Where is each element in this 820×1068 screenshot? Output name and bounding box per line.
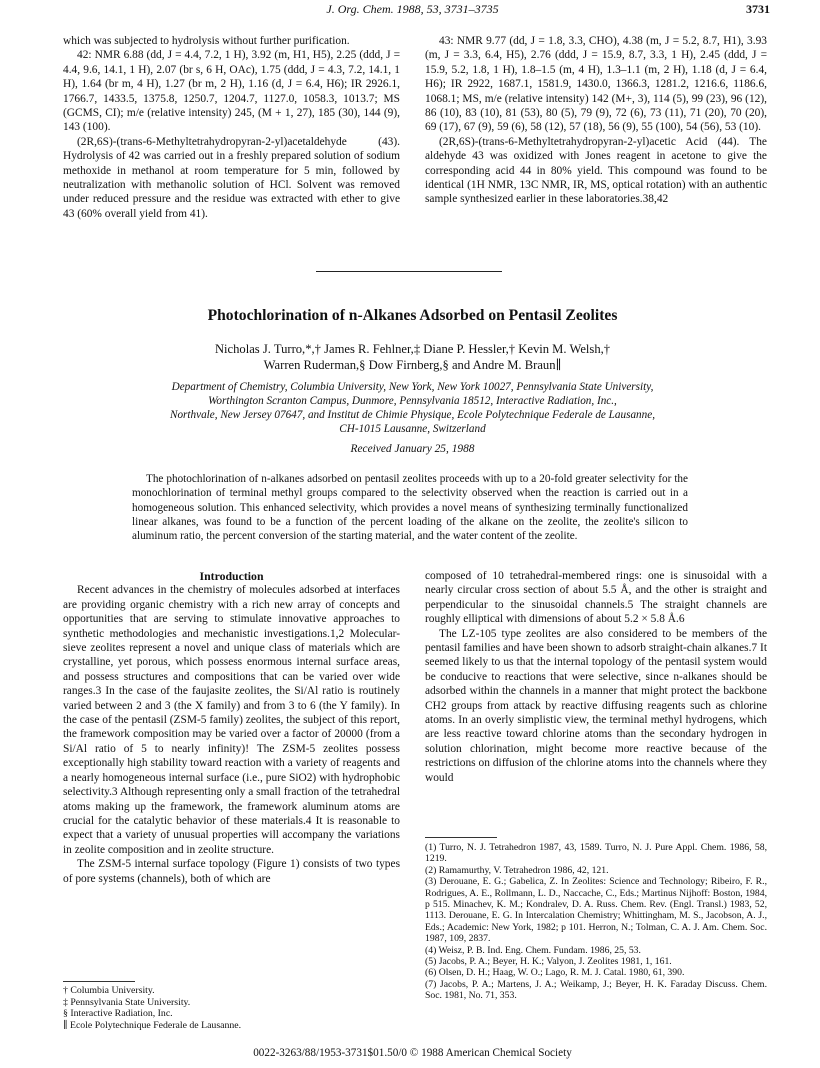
paragraph: Recent advances in the chemistry of molecules adsorbed at interfaces are providing organic chemistry with a rich new array of concepts and opportunities that are serving to stimulate innovative approaches to synthetic methodologies and mechanistic investigations.1,2 Molecular-sieve zeolites represent a novel and unique class of materials which are crystalline, yet porous, which possess enormous internal surface areas, and possess structures and compositions that can be varied over wide ranges.3 In the case of the faujasite zeolites, the Si/Al ratio is routinely varied between 2 and 3 (the X family) and from 3 to 6 (the Y family). In the case of the pentasil (ZSM-5 family) zeolites, the subject of this report, the framework composition may be varied over a factor of 20000 (from a Si/Al ratio of 5 to nearly infinity)! The ZSM-5 zeolites possess exceptionally high stability toward reaction with a variety of reagents and a nearly homogeneous internal surface (i.e., pure SiO2) with hydrophobic selectivity.3 Although representing only a small fraction of the tetrahedral atoms making up the framework, the framework aluminum atoms are crucial for the catalytic behavior of these materials.4 It is reasonable to expect that a variety of unusual properties will accompany the variations in zeolite composition and in zeolite structure. bbox=[63, 584, 400, 856]
body-right-column bbox=[425, 569, 767, 785]
paragraph: 42: NMR 6.88 (dd, J = 4.4, 7.2, 1 H), 3.92 (m, H1, H5), 2.25 (ddd, J = 4.4, 9.6, 14.1, 1 H), 2.07 (br s, 6 H, OAc), 1.75 (ddd, J = 4.3, 7.2, 14.1, 1 H), 1.64 (br m, 4 H), 1.27 (br m, 2 H), 1.16 (d, J = 6.4, H6); IR 2926.1, 1766.7, 1433.5, 1375.8, 1250.7, 1204.7, 1127.0, 1058.3, 1013.7; MS (GCMS, CI); m/e (relative intensity) 245, (M + 1, 27), 185 (30), 144 (9), 143 (100). bbox=[63, 49, 400, 134]
running-header bbox=[55, 2, 770, 22]
references bbox=[425, 837, 767, 1002]
reference: (1) Turro, N. J. Tetrahedron 1987, 43, 1589. Turro, N. J. Pure Appl. Chem. 1986, 58, 1219. bbox=[425, 842, 767, 865]
previous-article-right-column bbox=[425, 34, 767, 207]
footnote: ‡ Pennsylvania State University. bbox=[63, 996, 191, 1008]
introduction-column bbox=[63, 569, 400, 886]
page-number: 3731 bbox=[746, 2, 770, 16]
affiliation-line: Northvale, New Jersey 07647, and Institut de Chimie Physique, Ecole Polytechnique Federale de Lausanne, bbox=[170, 409, 655, 421]
reference: (3) Derouane, E. G.; Gabelica, Z. In Zeolites: Science and Technology; Ribeiro, F. R., Rodrigues, A. E., Rollmann, L. D., Naccache, C., Eds.; Martinus Nijhoff: Boston, 1984, p 515. Minachev, K. M.; Kondralev, D. A. Russ. Chem. Rev. (Engl. Transl.) 1983, 52, 1113. Derouane, E. G. In Intercalation Chemistry; Whittingham, M. S., Jacobson, A. J., Eds.; Academic: New York, 1982; p 101. Herron, N.; Tolman, C. A. J. Am. Chem. Soc. 1987, 109, 2837. bbox=[425, 876, 767, 945]
copyright-footer: 0022-3263/88/1953-3731$01.50/0 © 1988 American Chemical Society bbox=[253, 1047, 572, 1059]
affiliation-line: Worthington Scranton Campus, Dunmore, Pennsylvania 18512, Interactive Radiation, Inc., bbox=[208, 395, 617, 407]
author-line: Warren Ruderman,§ Dow Firnberg,§ and Andre M. Braun∥ bbox=[263, 358, 562, 372]
affiliation-line: Department of Chemistry, Columbia University, New York, New York 10027, Pennsylvania State University, bbox=[171, 381, 654, 393]
footnote: ∥ Ecole Polytechnique Federale de Lausanne. bbox=[63, 1019, 242, 1031]
paragraph: (2R,6S)-(trans-6-Methyltetrahydropyran-2-yl)acetic Acid (44). The aldehyde 43 was oxidized with Jones reagent in acetone to give the corresponding acid 44 in 80% yield. This compound was found to be identical (1H NMR, 13C NMR, IR, MS, optical rotation) with an authentic sample synthesized earlier in these laboratories.38,42 bbox=[425, 135, 767, 206]
paragraph: composed of 10 tetrahedral-membered rings: one is sinusoidal with a nearly circular cross section of about 5.5 Å, and the other is straight and perpendicular to the sinusoidal channels.5 The straight channels are roughly elliptical with dimensions of about 5.2 × 5.8 Å.6 bbox=[425, 570, 767, 626]
affiliations bbox=[90, 380, 735, 436]
paragraph: The LZ-105 type zeolites are also considered to be members of the pentasil families and have been shown to adsorb straight-chain alkanes.7 It seemed likely to us that the internal topology of the pentasil system would be conducive to reactions that were selective, since n-alkanes should be adsorbed within the channels in a manner that might protect the backbone CH2 groups from attack by reactive diffusing reagents such as chlorine atoms. In an overly simplistic view, the terminal methyl hydrogens, which are less reactive toward chlorine atoms than the secondary hydrogen in solution chlorination, might become more reactive because of the restrictions on diffusion of the chlorine atoms into the channels where they would bbox=[425, 627, 767, 784]
previous-article-left-column bbox=[63, 34, 400, 221]
reference: (7) Jacobs, P. A.; Martens, J. A.; Weikamp, J.; Beyer, H. K. Faraday Discuss. Chem. Soc. 1981, No. 71, 353. bbox=[425, 978, 767, 1002]
paragraph: (2R,6S)-(trans-6-Methyltetrahydropyran-2-yl)acetaldehyde (43). Hydrolysis of 42 was carried out in a freshly prepared solution of sodium methoxide in methanol at room temperature for 5 min, followed by neutralization with methanolic solution of HCl. Solvent was removed under reduced pressure and the residue was extracted with ether to give 43 (60% overall yield from 41). bbox=[63, 135, 400, 220]
paragraph: which was subjected to hydrolysis without further purification. bbox=[63, 35, 350, 47]
journal-citation: J. Org. Chem. 1988, 53, 3731–3735 bbox=[326, 2, 499, 16]
article-title: Photochlorination of n-Alkanes Adsorbed on Pentasil Zeolites bbox=[207, 307, 618, 324]
abstract: The photochlorination of n-alkanes adsorbed on pentasil zeolites proceeds with up to a 20-fold greater selectivity for the monochlorination of terminal methyl groups compared to the selectivity observed when the reaction is carried out in a homogeneous solution. This enhanced selectivity, which provides a novel means of synthesizing terminally functionalized linear alkanes, was found to be a function of the percent loading of the alkane on the zeolite, the zeolite's silicon to aluminum ratio, the percent conversion of the starting material, and the water content of the zeolite. bbox=[132, 473, 688, 543]
reference: (5) Jacobs, P. A.; Beyer, H. K.; Valyon, J. Zeolites 1981, 1, 161. bbox=[425, 956, 672, 968]
references-rule bbox=[425, 837, 497, 838]
paragraph: 43: NMR 9.77 (dd, J = 1.8, 3.3, CHO), 4.38 (m, J = 5.2, 8.7, H1), 3.93 (m, J = 3.3, 6.4, H5), 2.76 (ddd, J = 15.9, 8.7, 3.3, 1 H), 2.45 (ddd, J = 15.9, 5.2, 1.8, 1 H), 1.8–1.5 (m, 4 H), 1.3–1.1 (m, 2 H), 1.18 (d, J = 6.4, H6); IR 2922, 1687.1, 1581.9, 1430.0, 1366.3, 1281.2, 1216.6, 1186.6, 1068.1; MS, m/e (relative intensity) 142 (M+, 3), 114 (5), 99 (23), 96 (12), 86 (10), 83 (10), 81 (53), 80 (5), 79 (9), 72 (6), 73 (11), 71 (20), 70 (20), 69 (17), 67 (9), 59 (6), 58 (12), 57 (18), 56 (9), 55 (100), 54 (56), 53 (10). bbox=[425, 35, 767, 134]
received-date: Received January 25, 1988 bbox=[350, 443, 475, 455]
author-line: Nicholas J. Turro,*,† James R. Fehlner,‡ Diane P. Hessler,† Kevin M. Welsh,† bbox=[214, 342, 611, 356]
reference: (6) Olsen, D. H.; Haag, W. O.; Lago, R. M. J. Catal. 1980, 61, 390. bbox=[425, 967, 685, 979]
article-divider bbox=[316, 271, 502, 272]
footnote-rule bbox=[63, 981, 135, 982]
affiliation-line: CH-1015 Lausanne, Switzerland bbox=[339, 423, 486, 435]
section-heading: Introduction bbox=[199, 569, 264, 583]
affiliation-footnotes bbox=[63, 981, 400, 1031]
reference: (4) Weisz, P. B. Ind. Eng. Chem. Fundam. 1986, 25, 53. bbox=[425, 944, 641, 956]
reference: (2) Ramamurthy, V. Tetrahedron 1986, 42, 121. bbox=[425, 864, 609, 876]
paragraph: The ZSM-5 internal surface topology (Figure 1) consists of two types of pore systems (channels), both of which are bbox=[63, 858, 400, 885]
footnote: § Interactive Radiation, Inc. bbox=[63, 1008, 173, 1020]
author-list bbox=[95, 341, 730, 373]
footnote: † Columbia University. bbox=[63, 985, 155, 996]
